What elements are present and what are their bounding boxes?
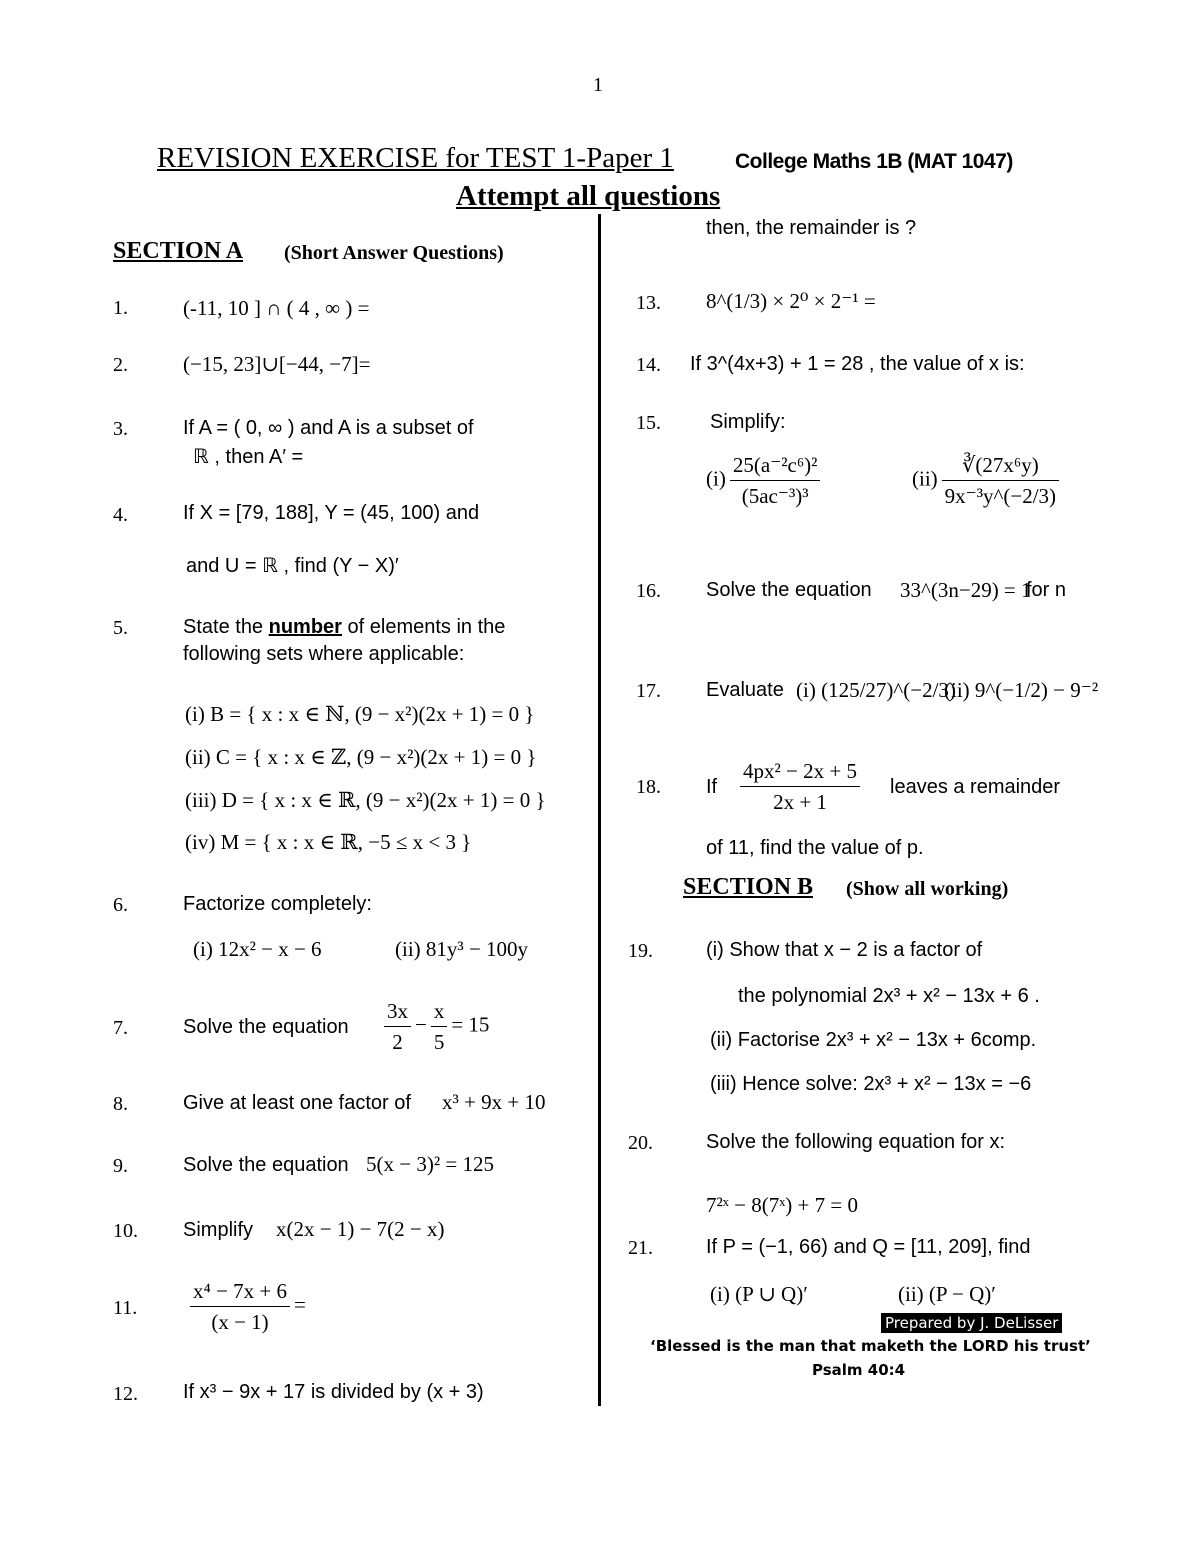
question-number: 20.	[628, 1132, 653, 1154]
question-part: (ii) 81y³ − 100y	[395, 937, 529, 961]
part-label: (i)	[706, 466, 726, 491]
question-text: If X = [79, 188], Y = (45, 100) and	[183, 502, 480, 524]
column-divider	[598, 214, 601, 1406]
question-text: (−15, 23]∪[−44, −7]=	[183, 352, 371, 376]
question-number: 9.	[113, 1155, 128, 1177]
question-part: (ii) 9^(−1/2) − 9⁻²	[944, 678, 1099, 702]
question-number: 8.	[113, 1093, 128, 1115]
question-number: 17.	[636, 680, 661, 702]
fraction-denominator: (x − 1)	[211, 1310, 269, 1334]
part-label: (ii)	[912, 466, 938, 491]
question-part: (i) 12x² − x − 6	[193, 937, 322, 961]
expression: x(2x − 1) − 7(2 − x)	[276, 1217, 445, 1241]
question-number: 16.	[636, 580, 661, 602]
question-part: (i) (P ∪ Q)′	[710, 1282, 808, 1306]
question-number: 11.	[113, 1297, 138, 1319]
question-number: 19.	[628, 940, 653, 962]
fraction-numerator: 25(a⁻²c⁶)²	[730, 450, 821, 481]
fraction-denominator: 2x + 1	[773, 790, 827, 814]
question-text: Factorize completely:	[183, 893, 372, 915]
question-number: 18.	[636, 776, 661, 798]
question-text: Solve the equation	[183, 1016, 349, 1038]
question-text: for n	[1026, 579, 1067, 601]
footer-quote: ‘Blessed is the man that maketh the LORD his trust’	[650, 1337, 1091, 1355]
question-text: Simplify:	[710, 411, 786, 433]
question-part: (ii) (P − Q)′	[898, 1282, 996, 1306]
question-number: 15.	[636, 412, 661, 434]
expression: 5(x − 3)² = 125	[366, 1152, 494, 1176]
question-number: 13.	[636, 292, 661, 314]
section-a-subheading: (Short Answer Questions)	[284, 242, 504, 264]
question-number: 10.	[113, 1220, 138, 1242]
equation-rhs: =	[294, 1292, 306, 1317]
equation-rhs: = 15	[451, 1012, 490, 1037]
equation: $\frac{3x}{2}$ − $\frac{x}{5}$ = 15	[380, 996, 489, 1057]
question-text: Solve the following equation for x:	[706, 1131, 1006, 1153]
question-number: 12.	[113, 1383, 138, 1405]
fraction-numerator: x	[431, 996, 448, 1027]
question-text: If	[706, 776, 718, 798]
question-number: 4.	[113, 504, 128, 526]
question-text: Evaluate	[706, 679, 784, 701]
fraction-numerator: 3x	[384, 996, 411, 1027]
fraction-denominator: (5ac⁻³)³	[741, 484, 809, 508]
question-number: 6.	[113, 894, 128, 916]
question-text	[183, 616, 505, 639]
question-number: 1.	[113, 297, 128, 319]
question-text: If 3^(4x+3) + 1 = 28 , the value of x is:	[690, 353, 1025, 375]
question-text: (-11, 10 ] ∩ ( 4 , ∞ ) =	[183, 296, 370, 320]
question-number: 14.	[636, 354, 661, 376]
question-text: (i) Show that x − 2 is a factor of	[706, 939, 983, 961]
question-text-post: of elements in the	[341, 616, 506, 638]
question-text: ℝ , then A′ =	[193, 446, 304, 468]
footer-reference: Psalm 40:4	[812, 1361, 906, 1379]
expression: x³ + 9x + 10	[442, 1090, 546, 1114]
question-part: (i) (125/27)^(−2/3)	[796, 678, 956, 702]
question-text: If P = (−1, 66) and Q = [11, 209], find	[706, 1236, 1031, 1258]
question-number: 7.	[113, 1017, 128, 1039]
question-text: If A = ( 0, ∞ ) and A is a subset of	[183, 417, 474, 439]
emphasis-word: number	[268, 616, 342, 638]
course-name: College Maths 1B (MAT 1047)	[735, 150, 1013, 173]
question-text: If x³ − 9x + 17 is divided by (x + 3)	[183, 1381, 484, 1403]
question-text: Solve the equation	[706, 579, 872, 601]
expression: 33^(3n−29) = 1	[900, 578, 1032, 602]
question-part	[912, 450, 1063, 511]
set-part: (ii) C = { x : x ∈ ℤ, (9 − x²)(2x + 1) = 0 }	[185, 745, 537, 769]
question-number: 5.	[113, 617, 128, 639]
question-text: of 11, find the value of p.	[706, 837, 924, 859]
question-text: leaves a remainder	[890, 776, 1061, 798]
fraction-denominator: 9x⁻³y^(−2/3)	[944, 484, 1057, 508]
question-continuation: then, the remainder is ?	[706, 217, 917, 239]
question-part	[706, 450, 824, 511]
question-text: and U = ℝ , find (Y − X)′	[186, 555, 399, 577]
question-text: following sets where applicable:	[183, 643, 465, 665]
equation	[736, 756, 864, 817]
expression: 8^(1/3) × 2⁰ × 2⁻¹ =	[706, 289, 876, 313]
question-text: (iii) Hence solve: 2x³ + x² − 13x = −6	[710, 1073, 1032, 1095]
fraction-numerator: ∛(27x⁶y)	[942, 450, 1059, 481]
expression: 7²ˣ − 8(7ˣ) + 7 = 0	[706, 1193, 858, 1217]
section-b-subheading: (Show all working)	[846, 878, 1009, 900]
section-a-heading: SECTION A	[113, 238, 244, 264]
question-text: the polynomial 2x³ + x² − 13x + 6 .	[738, 985, 1040, 1007]
question-text: Simplify	[183, 1219, 254, 1241]
equation	[186, 1276, 306, 1337]
page-title: REVISION EXERCISE for TEST 1-Paper 1	[157, 142, 674, 174]
prepared-by-badge: Prepared by J. DeLisser	[881, 1313, 1062, 1333]
question-text: (ii) Factorise 2x³ + x² − 13x + 6comp.	[710, 1029, 1037, 1051]
question-number: 21.	[628, 1237, 653, 1259]
question-number: 2.	[113, 354, 128, 376]
question-text: Give at least one factor of	[183, 1092, 411, 1114]
question-text-pre: State the	[183, 616, 269, 638]
instruction: Attempt all questions	[456, 180, 721, 212]
fraction-denominator: 5	[433, 1030, 445, 1054]
fraction-denominator: 2	[392, 1030, 403, 1054]
set-part: (iv) M = { x : x ∈ ℝ, −5 ≤ x < 3 }	[185, 830, 472, 854]
set-part: (i) B = { x : x ∈ ℕ, (9 − x²)(2x + 1) = 0 }	[185, 702, 535, 726]
fraction-numerator: 4px² − 2x + 5	[740, 756, 860, 787]
question-text: Solve the equation	[183, 1154, 349, 1176]
question-number: 3.	[113, 418, 128, 440]
section-b-heading: SECTION B	[683, 874, 814, 900]
set-part: (iii) D = { x : x ∈ ℝ, (9 − x²)(2x + 1) = 0 }	[185, 788, 546, 812]
page-number: 1	[593, 74, 603, 96]
fraction-numerator: x⁴ − 7x + 6	[190, 1276, 290, 1307]
